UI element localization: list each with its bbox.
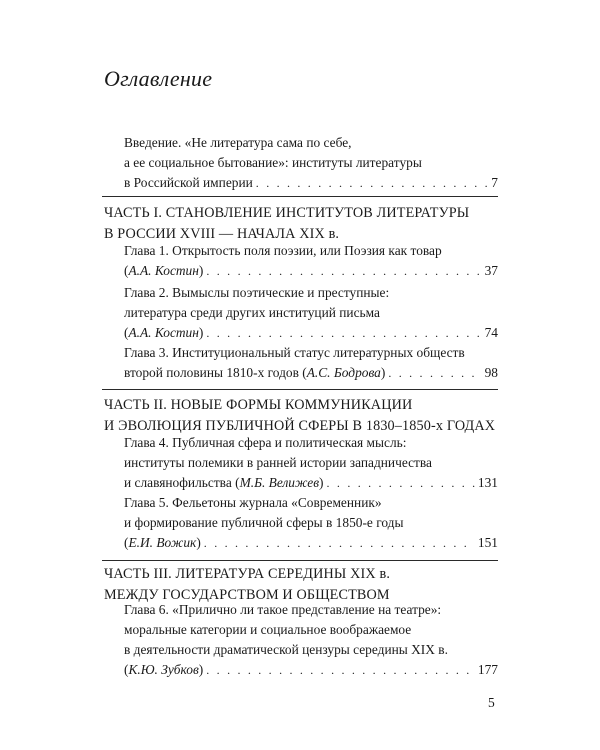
toc-entry-chapter-3[interactable] [124, 343, 498, 383]
entry-last-line [124, 533, 498, 553]
entry-line: литература среди других институций письма [124, 305, 380, 320]
toc-entry-chapter-5[interactable] [124, 493, 498, 553]
toc-entry-introduction[interactable] [124, 133, 498, 193]
author-name: А.С. Бодрова [306, 365, 381, 380]
toc-entry-chapter-4[interactable] [124, 433, 498, 493]
page-ref: 151 [477, 535, 498, 550]
entry-author-line: и славянофильства (М.Б. Велижев) [124, 475, 324, 490]
entry-last-line [124, 261, 498, 281]
part-heading-2 [104, 395, 504, 437]
toc-entry-chapter-1[interactable] [124, 241, 498, 281]
entry-line: Глава 4. Публичная сфера и политическая мысль: [124, 435, 407, 450]
author-name: М.Б. Велижев [239, 475, 320, 490]
entry-line: в деятельности драматической цензуры середины XIX в. [124, 642, 448, 657]
page-number: 5 [488, 695, 495, 710]
author-name: А.А. Костин [128, 263, 199, 278]
entry-author-line: (А.А. Костин) [124, 263, 204, 278]
part-heading-line: ЧАСТЬ II. НОВЫЕ ФОРМЫ КОММУНИКАЦИИ [104, 397, 413, 413]
entry-line: Глава 1. Открытость поля поэзии, или Поэзия как товар [124, 243, 442, 258]
entry-line: и формирование публичной сферы в 1850-е годы [124, 515, 404, 530]
entry-line: Введение. «Не литература сама по себе, [124, 135, 352, 150]
entry-author-line: (А.А. Костин) [124, 325, 204, 340]
part-heading-1 [104, 203, 504, 245]
author-name: А.А. Костин [128, 325, 199, 340]
part-heading-line: В РОССИИ XVIII — НАЧАЛА XIX в. [104, 226, 340, 242]
entry-last-line [124, 660, 498, 680]
dot-leader [206, 323, 481, 343]
page-ref: 177 [477, 662, 498, 677]
entry-line: в Российской империи [124, 175, 253, 190]
entry-line: институты полемики в ранней истории западничества [124, 455, 432, 470]
entry-author-line: второй половины 1810-х годов (А.С. Бодрова) [124, 365, 386, 380]
entry-line: Глава 3. Институциональный статус литературных обществ [124, 345, 465, 360]
page-ref: 37 [484, 263, 498, 278]
entry-line: моральные категории и социальное воображаемое [124, 622, 412, 637]
section-divider [102, 560, 498, 561]
author-name: Е.И. Вожик [128, 535, 197, 550]
dot-leader [388, 363, 481, 383]
entry-line: Глава 6. «Прилично ли такое представление на театре»: [124, 602, 442, 617]
page-ref: 7 [491, 175, 498, 190]
part-heading-line: МЕЖДУ ГОСУДАРСТВОМ И ОБЩЕСТВОМ [104, 587, 390, 603]
page-ref: 98 [484, 365, 498, 380]
entry-line: а ее социальное бытование»: институты литературы [124, 155, 422, 170]
toc-entry-chapter-2[interactable] [124, 283, 498, 343]
dot-leader [206, 261, 481, 281]
toc-entry-chapter-6[interactable] [124, 600, 498, 680]
page-ref: 74 [484, 325, 498, 340]
page-title: Оглавление [104, 66, 213, 91]
part-heading-line: И ЭВОЛЮЦИЯ ПУБЛИЧНОЙ СФЕРЫ В 1830–1850-х ГОДАХ [104, 418, 496, 434]
dot-leader [327, 473, 475, 493]
entry-last-line [124, 473, 498, 493]
page-ref: 131 [477, 475, 498, 490]
dot-leader [204, 533, 475, 553]
section-divider [102, 389, 498, 390]
entry-author-line: (Е.И. Вожик) [124, 535, 201, 550]
section-divider [102, 196, 498, 197]
dot-leader [206, 660, 475, 680]
entry-line: Глава 5. Фельетоны журнала «Современник» [124, 495, 382, 510]
entry-last-line [124, 363, 498, 383]
author-name: К.Ю. Зубков [128, 662, 199, 677]
entry-last-line [124, 323, 498, 343]
dot-leader [256, 173, 489, 193]
entry-line: Глава 2. Вымыслы поэтические и преступные: [124, 285, 390, 300]
entry-author-line: (К.Ю. Зубков) [124, 662, 204, 677]
entry-last-line [124, 173, 498, 193]
part-heading-line: ЧАСТЬ I. СТАНОВЛЕНИЕ ИНСТИТУТОВ ЛИТЕРАТУРЫ [104, 205, 470, 221]
part-heading-line: ЧАСТЬ III. ЛИТЕРАТУРА СЕРЕДИНЫ XIX в. [104, 566, 391, 582]
